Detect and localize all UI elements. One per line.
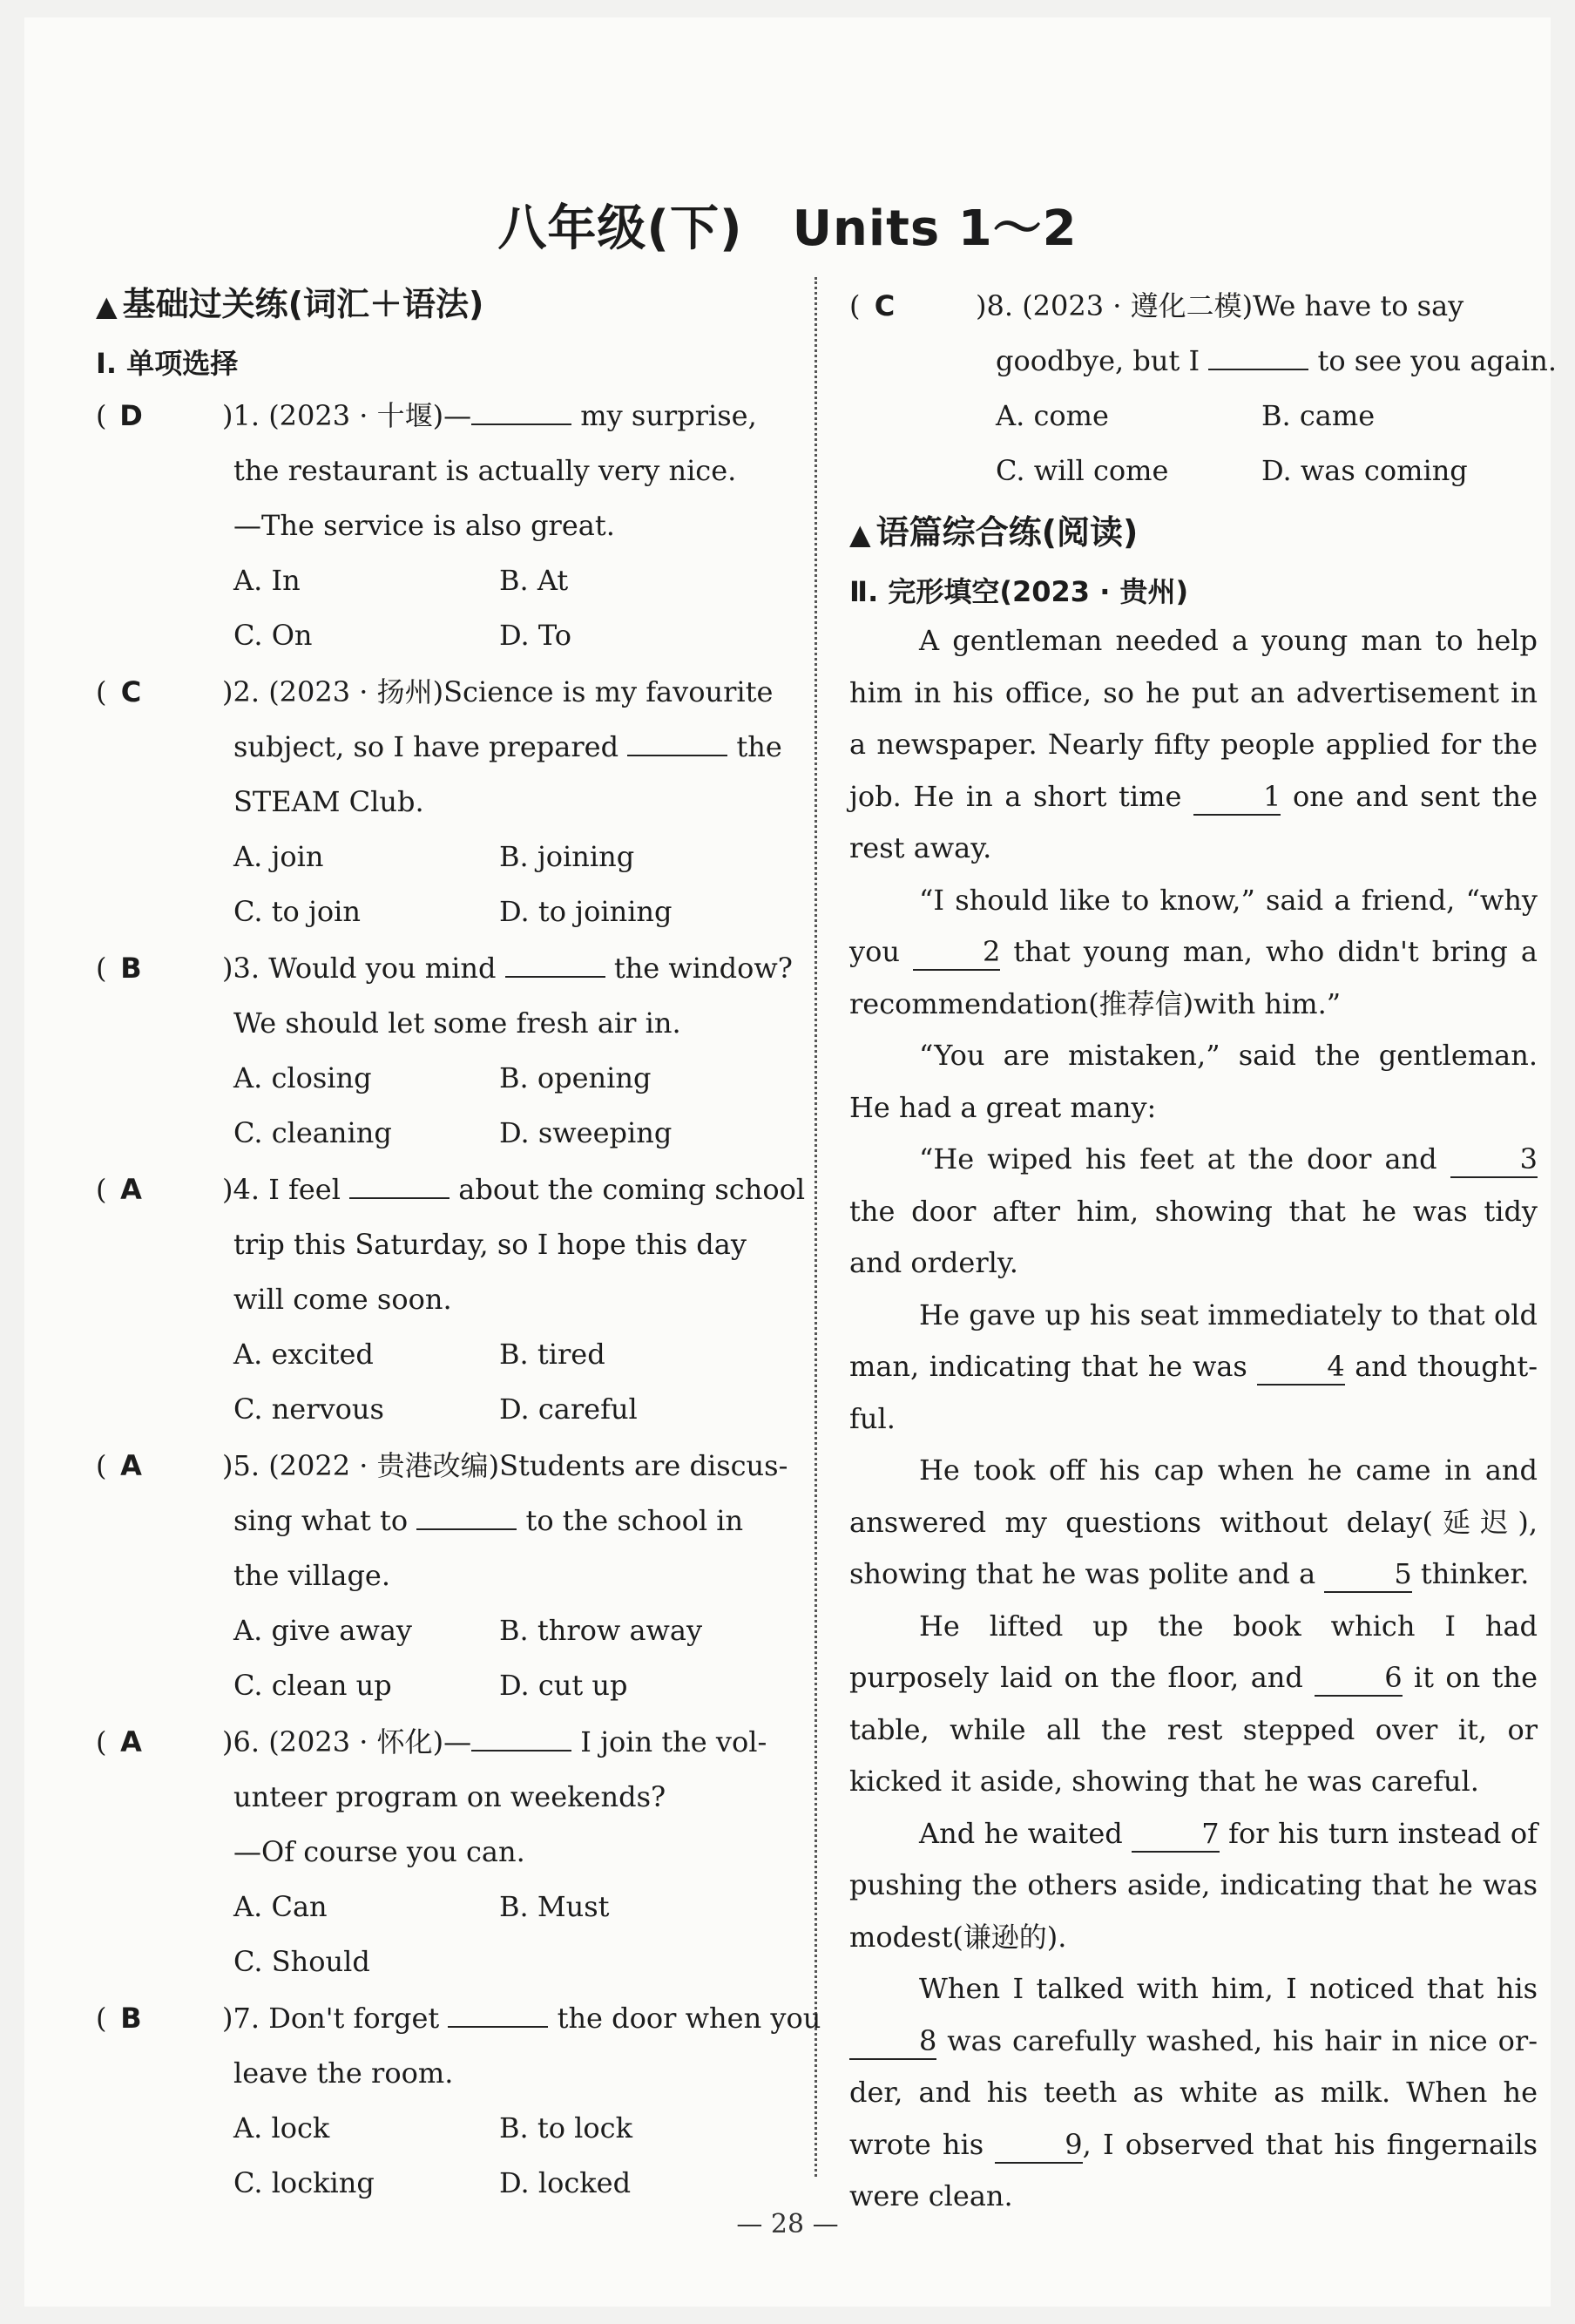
answer-blank (471, 394, 571, 425)
option-a: A. excited (233, 1338, 374, 1371)
answer-slot: ( A (96, 1162, 222, 1217)
triangle-icon: ▲ (849, 518, 871, 551)
subsection-heading-cloze: Ⅱ. 完形填空(2023 · 贵州) (849, 575, 1189, 608)
question-text-line: the village. (233, 1559, 391, 1592)
question-stem: )7. Don't forget the door when you (222, 1991, 821, 2046)
cloze-blank: 3 (1450, 1142, 1538, 1178)
question-stem: )4. I feel about the coming school (222, 1162, 805, 1217)
option-c: C. to join (233, 895, 362, 928)
option-d: D. To (499, 619, 571, 652)
question-stem: )2. (2023 · 扬州)Science is my favourite (222, 675, 774, 708)
answer-blank (1208, 339, 1308, 370)
question-1 (96, 389, 793, 663)
option-b: B. throw away (499, 1614, 703, 1647)
paragraph: He gave up his seat immediately to that old man, indicating that he was 4 and thought-ful. (849, 1298, 1538, 1435)
cloze-blank: 9 (995, 2127, 1082, 2164)
question-text-line: STEAM Club. (233, 785, 424, 818)
option-a: A. Can (233, 1890, 328, 1923)
answer-letter: B (120, 952, 144, 985)
question-text-line: We should let some fresh air in. (233, 1006, 681, 1040)
cloze-blank: 8 (849, 2023, 936, 2060)
cloze-blank: 7 (1132, 1816, 1219, 1853)
page-number: — 28 — (736, 2209, 839, 2239)
option-c: C. locking (233, 2166, 375, 2199)
answer-letter: D (119, 399, 145, 432)
option-a: A. give away (233, 1614, 412, 1647)
question-5 (96, 1439, 793, 1713)
cloze-blank: 5 (1324, 1556, 1411, 1593)
option-a: A. join (233, 840, 324, 873)
answer-slot: ( A (96, 1715, 222, 1770)
option-b: B. joining (499, 840, 635, 873)
question-8 (849, 279, 1557, 498)
cloze-blank: 6 (1315, 1660, 1402, 1697)
question-2 (96, 665, 793, 939)
option-c: C. will come (996, 454, 1169, 487)
question-text-line: goodbye, but I to see you again. (849, 334, 1538, 389)
option-c: C. Should (233, 1945, 370, 1978)
paragraph: When I talked with him, I noticed that his 8 was carefully washed, his hair in nice or-der, and his teeth as white as milk. When he wrote his 9, I observed that his fingernails were clean. (849, 1972, 1538, 2212)
right-column (849, 277, 1557, 2223)
page-title: 八年级(下) Units 1～2 (497, 200, 1078, 257)
answer-letter: C (874, 289, 897, 322)
option-d: D. to joining (499, 895, 673, 928)
option-d: D. sweeping (499, 1116, 673, 1149)
question-stem: )3. Would you mind the window? (222, 941, 793, 996)
option-b: B. came (1261, 399, 1376, 432)
cloze-blank: 2 (913, 934, 1000, 971)
cloze-blank: 1 (1193, 779, 1281, 816)
paragraph: “I should like to know,” said a friend, “why you 2 that young man, who didn't bring a recommendation(推荐信)with him.” (849, 883, 1538, 1020)
question-stem: )5. (2022 · 贵港改编)Students are discus- (222, 1449, 788, 1482)
question-7 (96, 1991, 821, 2211)
answer-blank (627, 725, 727, 756)
question-6 (96, 1715, 793, 1989)
paragraph: He lifted up the book which I had purposely laid on the floor, and 6 it on the table, while all the rest stepped over it, or kicked it aside, showing that he was careful. (849, 1609, 1538, 1798)
question-stem: )1. (2023 · 十堰)— my surprise, (222, 389, 757, 444)
question-text-line: —The service is also great. (233, 509, 615, 542)
cloze-blank: 4 (1257, 1349, 1344, 1386)
option-d: D. careful (499, 1392, 638, 1426)
paragraph: “He wiped his feet at the door and 3 the door after him, showing that he was tidy and orderly. (849, 1142, 1538, 1279)
paragraph: And he waited 7 for his turn instead of pushing the others aside, indicating that he was modest(谦逊的). (849, 1816, 1538, 1954)
section-heading-reading (849, 505, 1538, 559)
paragraph: “You are mistaken,” said the gentleman. He had a great many: (849, 1039, 1538, 1124)
section-heading-text: 基础过关练(词汇＋语法) (122, 285, 484, 323)
question-text-line: leave the room. (233, 2056, 454, 2090)
option-a: A. closing (233, 1061, 372, 1094)
question-stem: )6. (2023 · 怀化)— I join the vol- (222, 1715, 767, 1770)
question-3 (96, 941, 793, 1161)
answer-slot: ( B (96, 941, 222, 996)
option-c: C. clean up (233, 1669, 392, 1702)
option-b: B. to lock (499, 2111, 632, 2144)
cloze-passage (849, 615, 1538, 2223)
option-b: B. At (499, 564, 569, 597)
option-c: C. On (233, 619, 313, 652)
question-text-line: sing what to to the school in (96, 1494, 793, 1548)
option-b: B. tired (499, 1338, 605, 1371)
question-text-line: the restaurant is actually very nice. (233, 454, 737, 487)
answer-slot: ( C (849, 279, 976, 334)
option-b: B. opening (499, 1061, 652, 1094)
question-stem: )8. (2023 · 遵化二模)We have to say (976, 289, 1464, 322)
answer-letter: A (120, 1449, 144, 1482)
subsection-heading-choice: Ⅰ. 单项选择 (96, 347, 239, 380)
answer-slot: ( A (96, 1439, 222, 1494)
option-a: A. In (233, 564, 301, 597)
section-heading-basic (96, 277, 793, 331)
answer-letter: A (120, 1725, 144, 1758)
section-heading-text: 语篇综合练(阅读) (875, 513, 1139, 552)
paragraph: He took off his cap when he came in and answered my questions without delay(延迟), showing that he was polite and a 5 thinker. (849, 1445, 1538, 1601)
triangle-icon: ▲ (96, 289, 118, 322)
answer-blank (505, 946, 605, 978)
answer-blank (349, 1168, 450, 1199)
option-d: D. was coming (1261, 454, 1468, 487)
column-divider (815, 277, 817, 2177)
question-text-line: unteer program on weekends? (233, 1780, 666, 1813)
question-text-line: trip this Saturday, so I hope this day (233, 1228, 747, 1261)
answer-letter: C (120, 675, 144, 708)
question-4 (96, 1162, 806, 1437)
question-text-line: —Of course you can. (233, 1835, 525, 1868)
option-c: C. nervous (233, 1392, 384, 1426)
answer-blank (416, 1499, 517, 1530)
answer-blank (471, 1720, 571, 1751)
answer-slot: ( B (96, 1991, 222, 2046)
question-text-line: will come soon. (233, 1283, 452, 1316)
answer-slot: ( C (96, 665, 222, 720)
option-d: D. locked (499, 2166, 632, 2199)
answer-slot: ( D (96, 389, 222, 444)
option-a: A. come (996, 399, 1109, 432)
paragraph: A gentleman needed a young man to help him in his office, so he put an advertisement in a newspaper. Nearly fifty people applied for the job. He in a short time 1 one and sent the rest away. (849, 624, 1538, 864)
question-text-line: subject, so I have prepared the (96, 720, 793, 775)
option-b: B. Must (499, 1890, 610, 1923)
answer-letter: A (120, 1173, 144, 1206)
answer-letter: B (120, 2002, 144, 2035)
option-c: C. cleaning (233, 1116, 392, 1149)
option-d: D. cut up (499, 1669, 628, 1702)
left-column (96, 277, 821, 2211)
option-a: A. lock (233, 2111, 330, 2144)
answer-blank (448, 1996, 548, 2028)
